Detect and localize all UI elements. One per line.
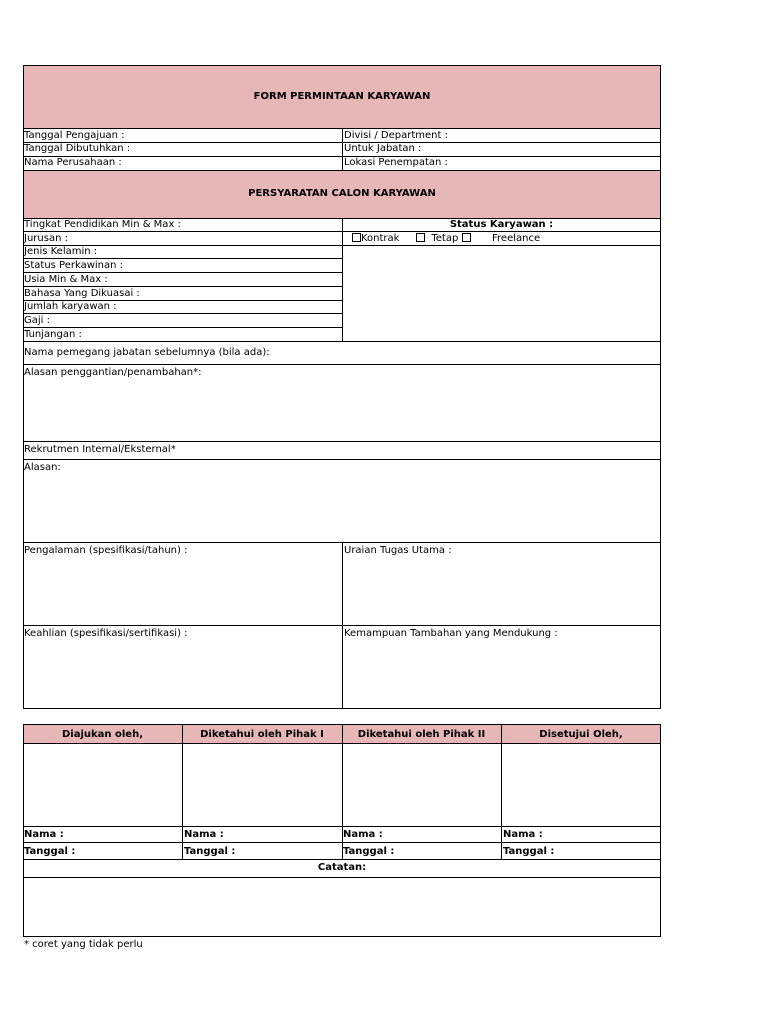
approval-col-diajukan: Diajukan oleh, <box>61 729 144 740</box>
req-jumlah-karyawan[interactable]: Jumlah karyawan : <box>24 301 117 312</box>
req-usia[interactable]: Usia Min & Max : <box>24 274 108 285</box>
footnote: * coret yang tidak perlu <box>24 939 143 950</box>
status-tetap-option[interactable] <box>416 233 471 245</box>
req-status-perkawinan[interactable]: Status Perkawinan : <box>24 260 124 271</box>
tanggal-field-pihak-1[interactable]: Tanggal : <box>184 846 236 857</box>
req-jenis-kelamin[interactable]: Jenis Kelamin : <box>24 246 98 257</box>
pengalaman-field[interactable]: Pengalaman (spesifikasi/tahun) : <box>24 545 188 556</box>
req-jurusan[interactable]: Jurusan : <box>24 233 68 244</box>
nama-field-pihak-2[interactable]: Nama : <box>343 829 383 840</box>
approval-col-pihak-2: Diketahui oleh Pihak II <box>357 729 486 740</box>
nama-field-diajukan[interactable]: Nama : <box>24 829 64 840</box>
alasan-penggantian-field[interactable]: Alasan penggantian/penambahan*: <box>24 367 202 378</box>
keahlian-field[interactable]: Keahlian (spesifikasi/sertifikasi) : <box>24 628 188 639</box>
form-title: FORM PERMINTAAN KARYAWAN <box>253 91 431 102</box>
tanggal-dibutuhkan-field[interactable]: Tanggal Dibutuhkan : <box>24 143 131 154</box>
nama-perusahaan-field[interactable]: Nama Perusahaan : <box>24 157 122 168</box>
untuk-jabatan-field[interactable]: Untuk Jabatan : <box>344 143 422 154</box>
tanggal-field-disetujui[interactable]: Tanggal : <box>503 846 555 857</box>
tetap-checkbox[interactable] <box>416 233 425 242</box>
signature-box-pihak-1[interactable] <box>183 744 341 825</box>
req-gaji[interactable]: Gaji : <box>24 315 50 326</box>
catatan-area[interactable] <box>24 878 660 936</box>
kontrak-label: Kontrak <box>361 233 400 244</box>
approval-col-pihak-1: Diketahui oleh Pihak I <box>200 729 324 740</box>
lokasi-penempatan-field[interactable]: Lokasi Penempatan : <box>344 157 448 168</box>
approval-col-disetujui: Disetujui Oleh, <box>539 729 623 740</box>
freelance-label: Freelance <box>492 233 541 244</box>
req-pendidikan[interactable]: Tingkat Pendidikan Min & Max : <box>24 219 181 230</box>
kemampuan-field[interactable]: Kemampuan Tambahan yang Mendukung : <box>344 628 558 639</box>
tanggal-field-pihak-2[interactable]: Tanggal : <box>343 846 395 857</box>
pemegang-jabatan-field[interactable]: Nama pemegang jabatan sebelumnya (bila ada): <box>24 347 270 358</box>
req-tunjangan[interactable]: Tunjangan : <box>24 329 82 340</box>
uraian-tugas-field[interactable]: Uraian Tugas Utama : <box>344 545 452 556</box>
status-kontrak-option[interactable] <box>352 233 399 245</box>
req-bahasa[interactable]: Bahasa Yang Dikuasai : <box>24 288 140 299</box>
signature-box-diajukan[interactable] <box>24 744 181 825</box>
section-title: PERSYARATAN CALON KARYAWAN <box>248 188 436 199</box>
tetap-label: Tetap <box>431 233 459 244</box>
kontrak-checkbox[interactable] <box>352 233 361 242</box>
signature-box-disetujui[interactable] <box>502 744 660 825</box>
freelance-checkbox[interactable] <box>462 233 471 242</box>
divisi-field[interactable]: Divisi / Department : <box>344 130 448 141</box>
tanggal-field-diajukan[interactable]: Tanggal : <box>24 846 76 857</box>
nama-field-pihak-1[interactable]: Nama : <box>184 829 224 840</box>
alasan-field[interactable]: Alasan: <box>24 462 61 473</box>
tanggal-pengajuan-field[interactable]: Tanggal Pengajuan : <box>24 130 125 141</box>
nama-field-disetujui[interactable]: Nama : <box>503 829 543 840</box>
status-karyawan-title: Status Karyawan : <box>449 219 554 230</box>
catatan-label: Catatan: <box>317 862 367 873</box>
signature-box-pihak-2[interactable] <box>343 744 500 825</box>
rekrutmen-field[interactable]: Rekrutmen Internal/Eksternal* <box>24 444 176 455</box>
